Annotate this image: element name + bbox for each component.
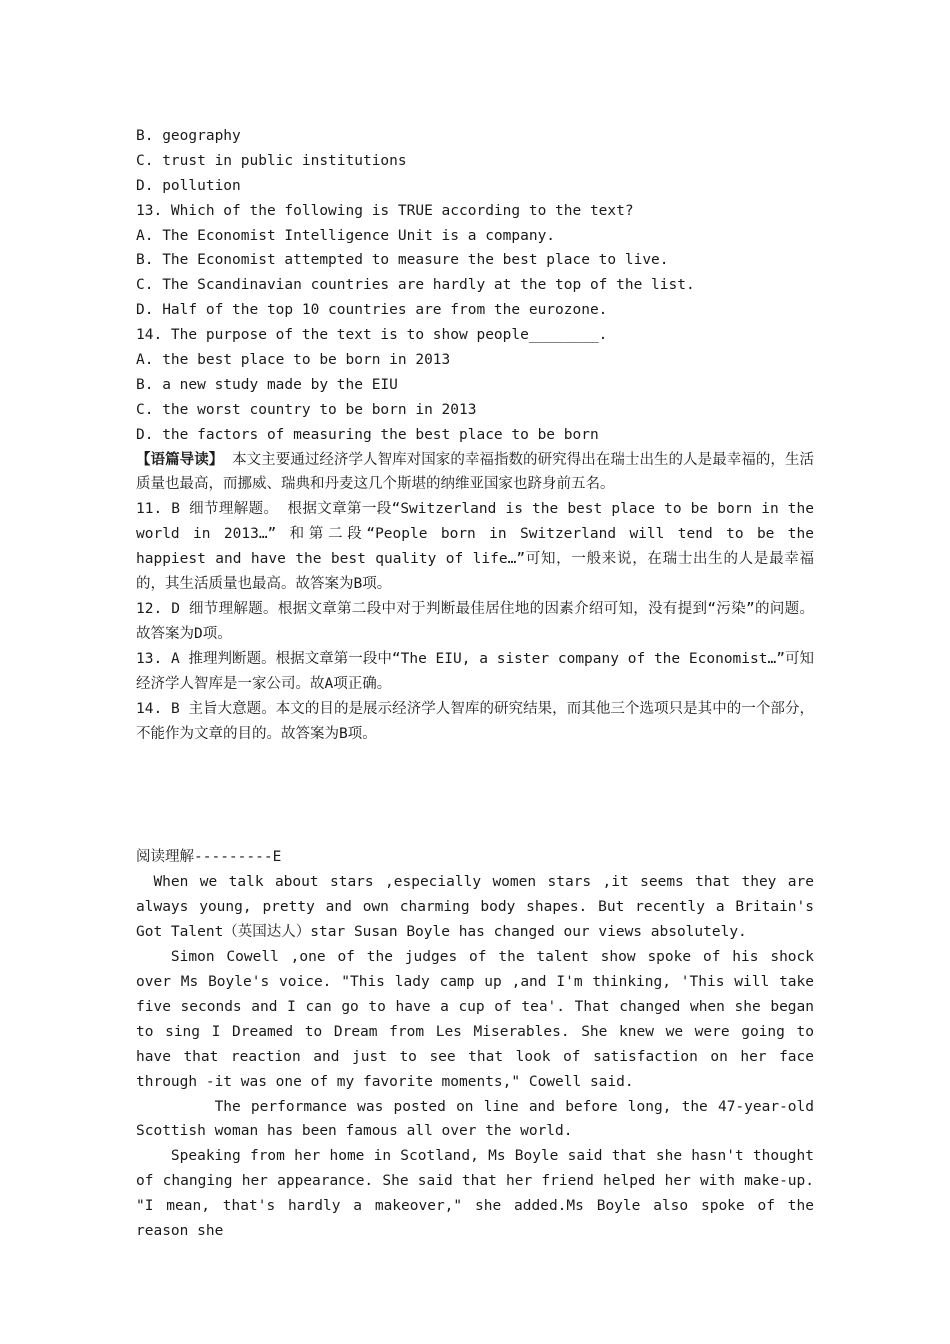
passage-paragraph-3: The performance was posted on line and before long, the 47-year-old Scottish woman has been famous all over the world. [136, 1098, 814, 1140]
answer-13: 13. A 推理判断题。根据文章第一段中“The EIU, a sister company of the Economist…”可知经济学人智库是一家公司。故A项正确。 [136, 650, 814, 692]
q12-option-c: C. trust in public institutions [136, 152, 407, 169]
answer-11: 11. B 细节理解题。 根据文章第一段“Switzerland is the best place to be born in the world in 2013…” 和第二段“People born in Switzerland will tend to be the happiest and have the best quality of life…”可知，一般来说，在瑞士出生的人是最幸福的，其生活质量也最高。故答案为B项。 [136, 501, 814, 593]
answer-12: 12. D 细节理解题。根据文章第二段中对于判断最佳居住地的因素介绍可知，没有提到“污染”的问题。故答案为D项。 [136, 601, 814, 642]
q13-option-a: A. The Economist Intelligence Unit is a company. [136, 227, 556, 244]
q13-option-c: C. The Scandinavian countries are hardly at the top of the list. [136, 277, 695, 294]
passage-paragraph-4: Speaking from her home in Scotland, Ms Boyle said that she hasn't thought of changing her appearance. She said that her friend helped her with make-up. "I mean, that's hardly a makeover," she added.Ms Boyle also spoke of the reason she [136, 1148, 814, 1240]
answer-14: 14. B 主旨大意题。本文的目的是展示经济学人智库的研究结果，而其他三个选项只是其中的一个部分，不能作为文章的目的。故答案为B项。 [136, 700, 814, 742]
q14-option-d: D. the factors of measuring the best place to be born [136, 426, 599, 443]
reading-guide-label: 【语篇导读】 [136, 451, 224, 468]
passage-paragraph-1: When we talk about stars ,especially women stars ,it seems that they are always young, pretty and own charming body shapes. But recently a Britain's Got Talent（英国达人）star Susan Boyle has changed our views absolutely. [136, 874, 814, 941]
q13-option-d: D. Half of the top 10 countries are from the eurozone. [136, 302, 608, 319]
section-spacer [136, 746, 814, 845]
q14-option-c: C. the worst country to be born in 2013 [136, 401, 477, 418]
q12-option-b: B. geography [136, 128, 241, 144]
section-title: 阅读理解---------E [136, 849, 282, 866]
q13-stem: 13. Which of the following is TRUE according to the text? [136, 202, 634, 219]
q14-stem: 14. The purpose of the text is to show people________. [136, 327, 608, 344]
reading-guide [136, 448, 814, 498]
q13-option-b: B. The Economist attempted to measure the best place to live. [136, 252, 669, 269]
q12-option-d: D. pollution [136, 177, 241, 194]
document-body [136, 124, 814, 1244]
q14-option-b: B. a new study made by the EIU [136, 376, 398, 393]
reading-guide-text: 本文主要通过经济学人智库对国家的幸福指数的研究得出在瑞士出生的人是最幸福的，生活质量也最高，而挪威、瑞典和丹麦这几个斯堪的纳维亚国家也跻身前五名。 [136, 451, 814, 493]
q14-option-a: A. the best place to be born in 2013 [136, 352, 451, 369]
passage-paragraph-2: Simon Cowell ,one of the judges of the talent show spoke of his shock over Ms Boyle's voice. "This lady camp up ,and I'm thinking, 'This will take five seconds and I can go to have a cup of tea'. That changed when she began to sing I Dreamed to Dream from Les Miserables. She knew we were going to have that reaction and just to see that look of satisfaction on her face through -it was one of my favorite moments," Cowell said. [136, 949, 814, 1090]
